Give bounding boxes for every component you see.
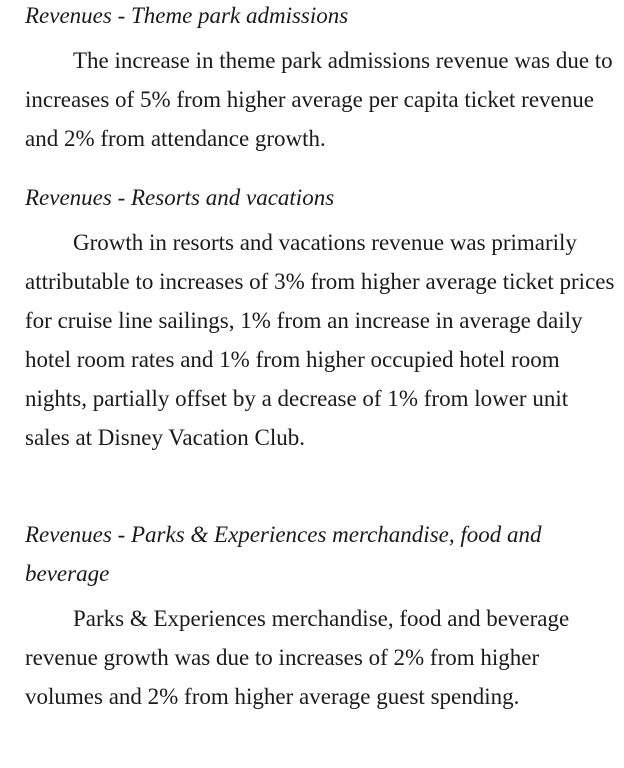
- section-paragraph: Growth in resorts and vacations revenue was primarily attributable to increases of 3% from higher average ticket prices for cruise line sailings, 1% from an increase in average daily hotel room rates and 1% from higher occupied hotel room nights, partially offset by a decrease of 1% from lower unit sales at Disney Vacation Club.: [25, 230, 615, 450]
- section-heading: Revenues - Parks & Experiences merchandise, food and beverage: [25, 522, 542, 586]
- section-paragraph: The increase in theme park admissions revenue was due to increases of 5% from higher average per capita ticket revenue and 2% from attendance growth.: [25, 48, 613, 151]
- section-heading: Revenues - Resorts and vacations: [25, 185, 335, 210]
- section-heading: Revenues - Theme park admissions: [25, 3, 349, 28]
- section-resorts-and-vacations: [25, 178, 615, 457]
- section-paragraph: Parks & Experiences merchandise, food and beverage revenue growth was due to increases of 2% from higher volumes and 2% from higher average guest spending.: [25, 606, 570, 709]
- section-merchandise-food-beverage: [25, 515, 610, 716]
- section-theme-park-admissions: [25, 0, 615, 158]
